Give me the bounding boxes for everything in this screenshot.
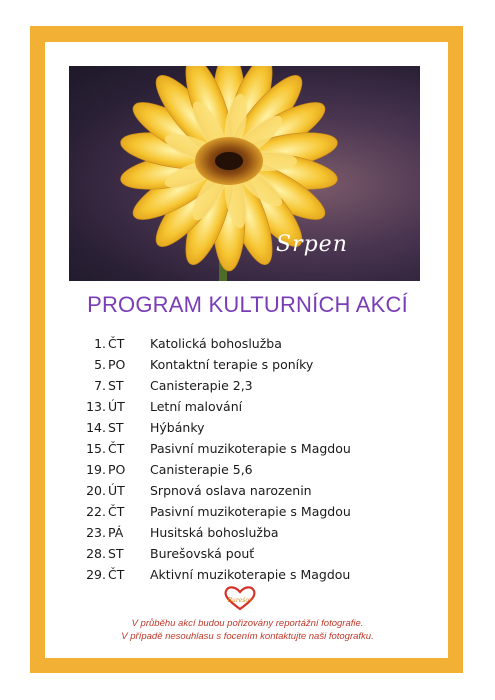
flower-photo <box>69 66 420 281</box>
month-label: Srpen <box>276 232 348 257</box>
event-weekday: ČT <box>108 567 125 582</box>
list-item <box>0 378 495 400</box>
page-title: PROGRAM KULTURNÍCH AKCÍ <box>87 292 408 317</box>
event-name: Kontaktní terapie s poníky <box>150 357 314 372</box>
event-weekday: ÚT <box>108 399 125 414</box>
event-weekday: ST <box>108 546 124 561</box>
event-day: 14. <box>86 420 106 435</box>
event-day: 1. <box>94 336 106 351</box>
list-item <box>0 546 495 568</box>
event-name: Aktivní muzikoterapie s Magdou <box>150 567 351 582</box>
event-day: 29. <box>86 567 106 582</box>
photo-notice-line-1: V průběhu akcí budou pořizovány reportážní fotografie. <box>131 618 364 629</box>
event-weekday: PO <box>108 462 126 477</box>
list-item <box>0 525 495 547</box>
event-weekday: ÚT <box>108 483 125 498</box>
list-item <box>0 462 495 484</box>
list-item <box>0 357 495 379</box>
event-day: 28. <box>86 546 106 561</box>
event-name: Canisterapie 5,6 <box>150 462 253 477</box>
event-weekday: ČT <box>108 336 125 351</box>
event-weekday: ČT <box>108 441 125 456</box>
event-name: Pasivní muzikoterapie s Magdou <box>150 504 351 519</box>
list-item <box>0 336 495 358</box>
event-name: Hýbánky <box>150 420 205 435</box>
event-name: Letní malování <box>150 399 243 414</box>
event-day: 5. <box>94 357 106 372</box>
event-day: 20. <box>86 483 106 498</box>
event-day: 22. <box>86 504 106 519</box>
event-weekday: ČT <box>108 504 125 519</box>
event-name: Katolická bohoslužba <box>150 336 282 351</box>
event-weekday: PO <box>108 357 126 372</box>
list-item <box>0 441 495 463</box>
event-weekday: ST <box>108 378 124 393</box>
photo-notice <box>0 617 495 643</box>
list-item <box>0 504 495 526</box>
event-name: Srpnová oslava narozenin <box>150 483 312 498</box>
event-weekday: ST <box>108 420 124 435</box>
logo-text: Burešov <box>227 597 253 604</box>
event-name: Burešovská pouť <box>150 546 255 561</box>
heart-logo-icon <box>221 585 259 611</box>
list-item <box>0 483 495 505</box>
event-day: 23. <box>86 525 106 540</box>
event-name: Pasivní muzikoterapie s Magdou <box>150 441 351 456</box>
event-day: 13. <box>86 399 106 414</box>
event-day: 7. <box>94 378 106 393</box>
gerbera-flower-image <box>69 66 420 281</box>
event-weekday: PÁ <box>108 525 124 540</box>
event-name: Canisterapie 2,3 <box>150 378 253 393</box>
list-item <box>0 420 495 442</box>
list-item <box>0 399 495 421</box>
event-day: 19. <box>86 462 106 477</box>
event-day: 15. <box>86 441 106 456</box>
event-name: Husitská bohoslužba <box>150 525 279 540</box>
photo-notice-line-2: V případě nesouhlasu s focením kontaktujte naši fotografku. <box>121 631 374 642</box>
